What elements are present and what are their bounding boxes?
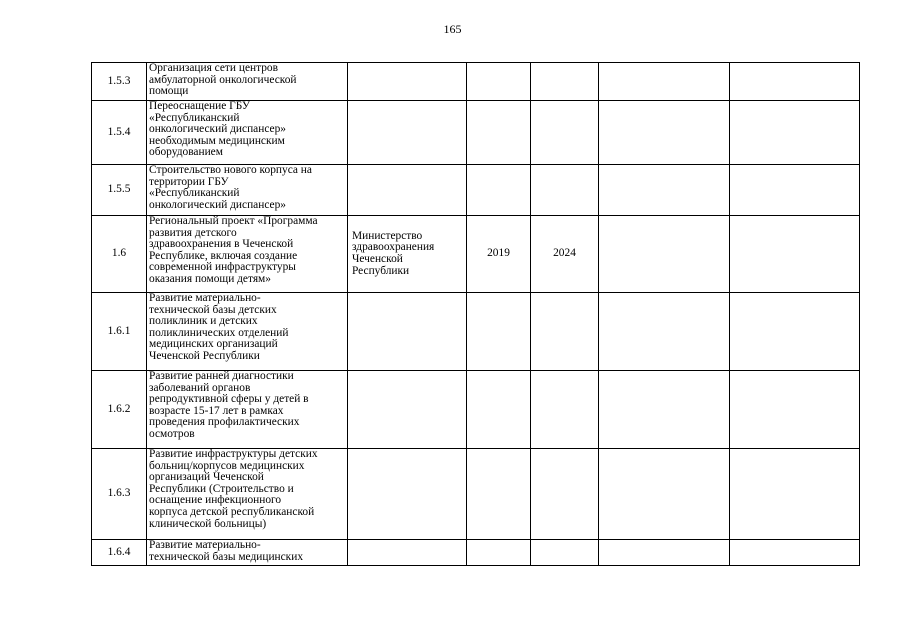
table-row — [92, 371, 860, 449]
indicator-cell — [730, 63, 860, 101]
table-row — [92, 540, 860, 566]
indicator-cell — [730, 540, 860, 566]
item-number-cell: 1.6.4 — [92, 540, 147, 566]
executor-cell — [348, 293, 467, 371]
result-cell — [599, 293, 730, 371]
page-number: 165 — [443, 22, 462, 36]
result-cell — [599, 449, 730, 540]
indicator-cell — [730, 165, 860, 216]
table-row — [92, 165, 860, 216]
table-body — [92, 63, 860, 566]
event-name-cell: Развитие материально- технической базы медицинских — [147, 540, 348, 566]
result-cell — [599, 371, 730, 449]
result-cell — [599, 165, 730, 216]
item-number-cell: 1.6.2 — [92, 371, 147, 449]
event-name-cell: Развитие инфраструктуры детских больниц/корпусов медицинских организаций Чеченской Республики (Строительство и оснащение инфекционного корпуса детской республиканской клинической больницы) — [147, 449, 348, 540]
table-row — [92, 63, 860, 101]
executor-cell — [348, 63, 467, 101]
result-cell — [599, 216, 730, 293]
indicator-cell — [730, 371, 860, 449]
table-row — [92, 449, 860, 540]
indicator-cell — [730, 293, 860, 371]
end-year-cell — [531, 371, 599, 449]
end-year-cell — [531, 540, 599, 566]
indicator-cell — [730, 101, 860, 165]
indicator-cell — [730, 449, 860, 540]
end-year-cell — [531, 165, 599, 216]
end-year-cell — [531, 63, 599, 101]
item-number-cell: 1.6.3 — [92, 449, 147, 540]
executor-cell — [348, 165, 467, 216]
event-name-cell: Организация сети центров амбулаторной онкологической помощи — [147, 63, 348, 101]
executor-cell — [348, 449, 467, 540]
end-year-cell — [531, 449, 599, 540]
indicator-cell — [730, 216, 860, 293]
executor-cell — [348, 540, 467, 566]
executor-cell — [348, 101, 467, 165]
event-name-cell: Развитие ранней диагностики заболеваний органов репродуктивной сферы у детей в возрасте 15-17 лет в рамках проведения профилактических осмотров — [147, 371, 348, 449]
item-number-cell: 1.5.5 — [92, 165, 147, 216]
start-year-cell — [467, 63, 531, 101]
plan-table — [91, 62, 860, 566]
result-cell — [599, 63, 730, 101]
executor-cell — [348, 371, 467, 449]
result-cell — [599, 101, 730, 165]
event-name-cell: Строительство нового корпуса на территории ГБУ «Республиканский онкологический диспансер» — [147, 165, 348, 216]
end-year-cell — [531, 101, 599, 165]
start-year-cell — [467, 293, 531, 371]
end-year-cell — [531, 293, 599, 371]
item-number-cell: 1.6.1 — [92, 293, 147, 371]
table-row — [92, 293, 860, 371]
start-year-cell — [467, 101, 531, 165]
end-year-cell: 2024 — [531, 216, 599, 293]
executor-cell: Министерство здравоохранения Чеченской Республики — [348, 216, 467, 293]
result-cell — [599, 540, 730, 566]
start-year-cell — [467, 449, 531, 540]
start-year-cell — [467, 371, 531, 449]
event-name-cell: Переоснащение ГБУ «Республиканский онкологический диспансер» необходимым медицинским оборудованием — [147, 101, 348, 165]
item-number-cell: 1.5.3 — [92, 63, 147, 101]
start-year-cell: 2019 — [467, 216, 531, 293]
item-number-cell: 1.5.4 — [92, 101, 147, 165]
event-name-cell: Региональный проект «Программа развития детского здравоохранения в Чеченской Республике, включая создание современной инфраструктуры оказания помощи детям» — [147, 216, 348, 293]
table-row — [92, 216, 860, 293]
start-year-cell — [467, 165, 531, 216]
event-name-cell: Развитие материально- технической базы детских поликлиник и детских поликлинических отделений медицинских организаций Чеченской Республики — [147, 293, 348, 371]
start-year-cell — [467, 540, 531, 566]
table-row — [92, 101, 860, 165]
item-number-cell: 1.6 — [92, 216, 147, 293]
